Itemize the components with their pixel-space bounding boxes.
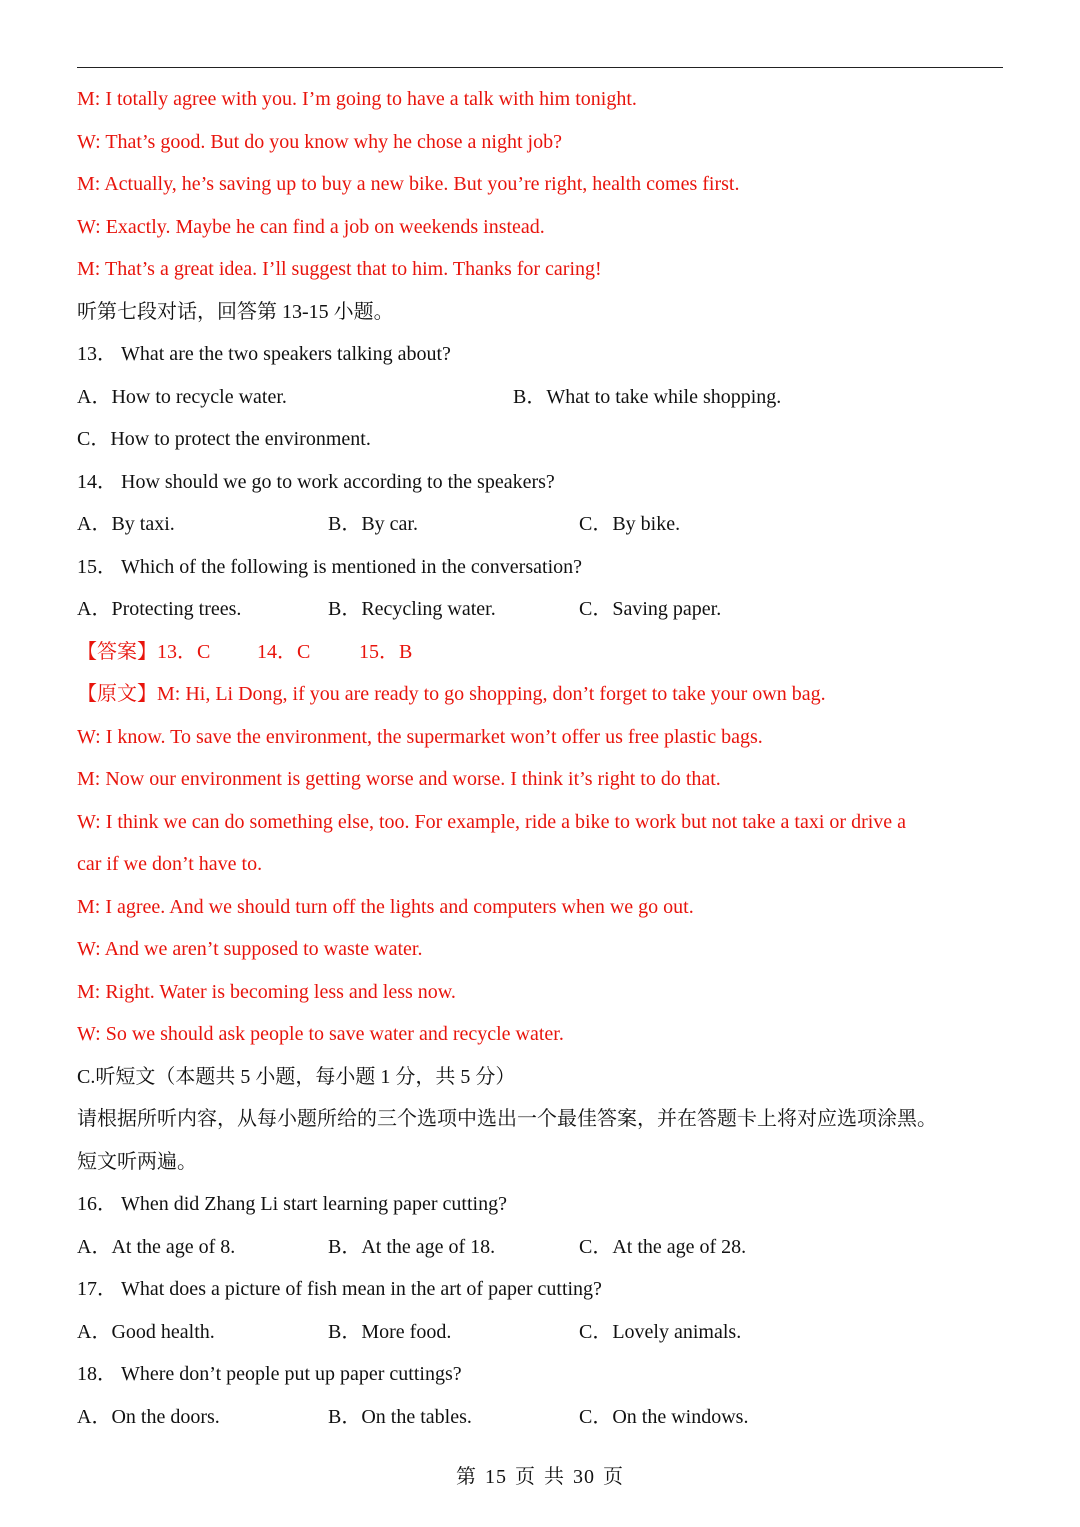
option-a: A．At the age of 8.	[77, 1235, 236, 1258]
footer-ye: 页	[603, 1466, 624, 1488]
footer-gong: 共	[544, 1466, 565, 1488]
question-text: How should we go to work according to the speakers?	[121, 470, 555, 493]
option-b: B．On the tables.	[328, 1405, 472, 1428]
question-15	[77, 546, 1007, 589]
footer-ye: 页	[515, 1466, 536, 1488]
q17-options	[77, 1311, 1007, 1354]
option-a: A．Good health.	[77, 1320, 215, 1343]
answer-14: 14．C	[257, 640, 311, 663]
option-c: C．Saving paper.	[579, 598, 722, 620]
option-a: A．Protecting trees.	[77, 598, 242, 620]
footer-page-number: 15	[485, 1466, 507, 1488]
page-content	[77, 78, 1007, 1438]
question-18	[77, 1353, 1007, 1396]
q13-options-row1	[77, 376, 1007, 419]
transcript-line: W: And we aren’t supposed to waste water.	[77, 938, 423, 960]
transcript-line: W: I think we can do something else, too. For example, ride a bike to work but not take a taxi or drive a	[77, 810, 907, 833]
question-number: 17．	[77, 1278, 117, 1300]
question-number: 13．	[77, 343, 117, 365]
question-number: 16．	[77, 1193, 117, 1215]
question-13	[77, 333, 1007, 376]
transcript-first-line	[77, 673, 1007, 716]
q18-options	[77, 1396, 1007, 1439]
section7-instruction: 听第七段对话，回答第 13-15 小题。	[77, 300, 394, 323]
question-16	[77, 1183, 1007, 1226]
transcript-text: M: Hi, Li Dong, if you are ready to go shopping, don’t forget to take your own bag.	[157, 683, 826, 705]
question-text: When did Zhang Li start learning paper cutting?	[121, 1193, 507, 1215]
question-text: What are the two speakers talking about?	[121, 343, 451, 365]
option-a: A．By taxi.	[77, 513, 175, 535]
option-b: B．Recycling water.	[328, 598, 496, 620]
question-number: 14．	[77, 470, 117, 493]
option-c: C．How to protect the environment.	[77, 428, 371, 450]
page-footer	[0, 1460, 1080, 1489]
question-number: 15．	[77, 555, 117, 578]
answer-13: 13．C	[157, 640, 211, 663]
option-b: B．At the age of 18.	[328, 1235, 496, 1258]
option-b: B．By car.	[328, 513, 418, 535]
question-17	[77, 1268, 1007, 1311]
dialogue-line: M: I totally agree with you. I’m going to have a talk with him tonight.	[77, 88, 637, 110]
option-a: A．How to recycle water.	[77, 385, 287, 408]
dialogue-line: W: Exactly. Maybe he can find a job on weekends instead.	[77, 215, 545, 238]
question-text: Where don’t people put up paper cuttings?	[121, 1363, 462, 1385]
answer-key	[77, 631, 1007, 674]
answer-label: 【答案】	[77, 640, 157, 663]
transcript-label: 【原文】	[77, 683, 157, 705]
option-c: C．Lovely animals.	[579, 1320, 742, 1343]
question-text: Which of the following is mentioned in the conversation?	[121, 555, 582, 578]
transcript-line: M: I agree. And we should turn off the lights and computers when we go out.	[77, 895, 694, 918]
transcript-line: M: Right. Water is becoming less and less now.	[77, 980, 456, 1003]
q15-options	[77, 588, 1007, 631]
question-text: What does a picture of fish mean in the art of paper cutting?	[121, 1278, 602, 1300]
dialogue-line: M: Actually, he’s saving up to buy a new bike. But you’re right, health comes first.	[77, 173, 740, 195]
footer-total-pages: 30	[573, 1466, 595, 1488]
transcript-line: W: I know. To save the environment, the supermarket won’t offer us free plastic bags.	[77, 725, 763, 748]
answer-15: 15．B	[359, 640, 413, 663]
option-b: B．What to take while shopping.	[513, 385, 782, 408]
footer-di: 第	[456, 1466, 477, 1488]
question-14	[77, 461, 1007, 504]
transcript-line: W: So we should ask people to save water and recycle water.	[77, 1023, 564, 1045]
dialogue-line: M: That’s a great idea. I’ll suggest that to him. Thanks for caring!	[77, 258, 602, 280]
option-b: B．More food.	[328, 1320, 452, 1343]
question-number: 18．	[77, 1363, 117, 1385]
header-rule	[77, 67, 1003, 68]
option-c: C．On the windows.	[579, 1405, 749, 1428]
option-c: C．By bike.	[579, 513, 681, 535]
option-c: C．At the age of 28.	[579, 1235, 747, 1258]
transcript-line: car if we don’t have to.	[77, 853, 263, 875]
section-c-repeat: 短文听两遍。	[77, 1150, 197, 1173]
q14-options	[77, 503, 1007, 546]
option-a: A．On the doors.	[77, 1405, 220, 1428]
transcript-line: M: Now our environment is getting worse and worse. I think it’s right to do that.	[77, 768, 721, 790]
q16-options	[77, 1226, 1007, 1269]
section-c-instruction: 请根据所听内容，从每小题所给的三个选项中选出一个最佳答案，并在答题卡上将对应选项涂黑。	[77, 1108, 937, 1130]
dialogue-line: W: That’s good. But do you know why he chose a night job?	[77, 130, 562, 153]
section-c-title: C.听短文（本题共 5 小题，每小题 1 分，共 5 分）	[77, 1065, 516, 1088]
